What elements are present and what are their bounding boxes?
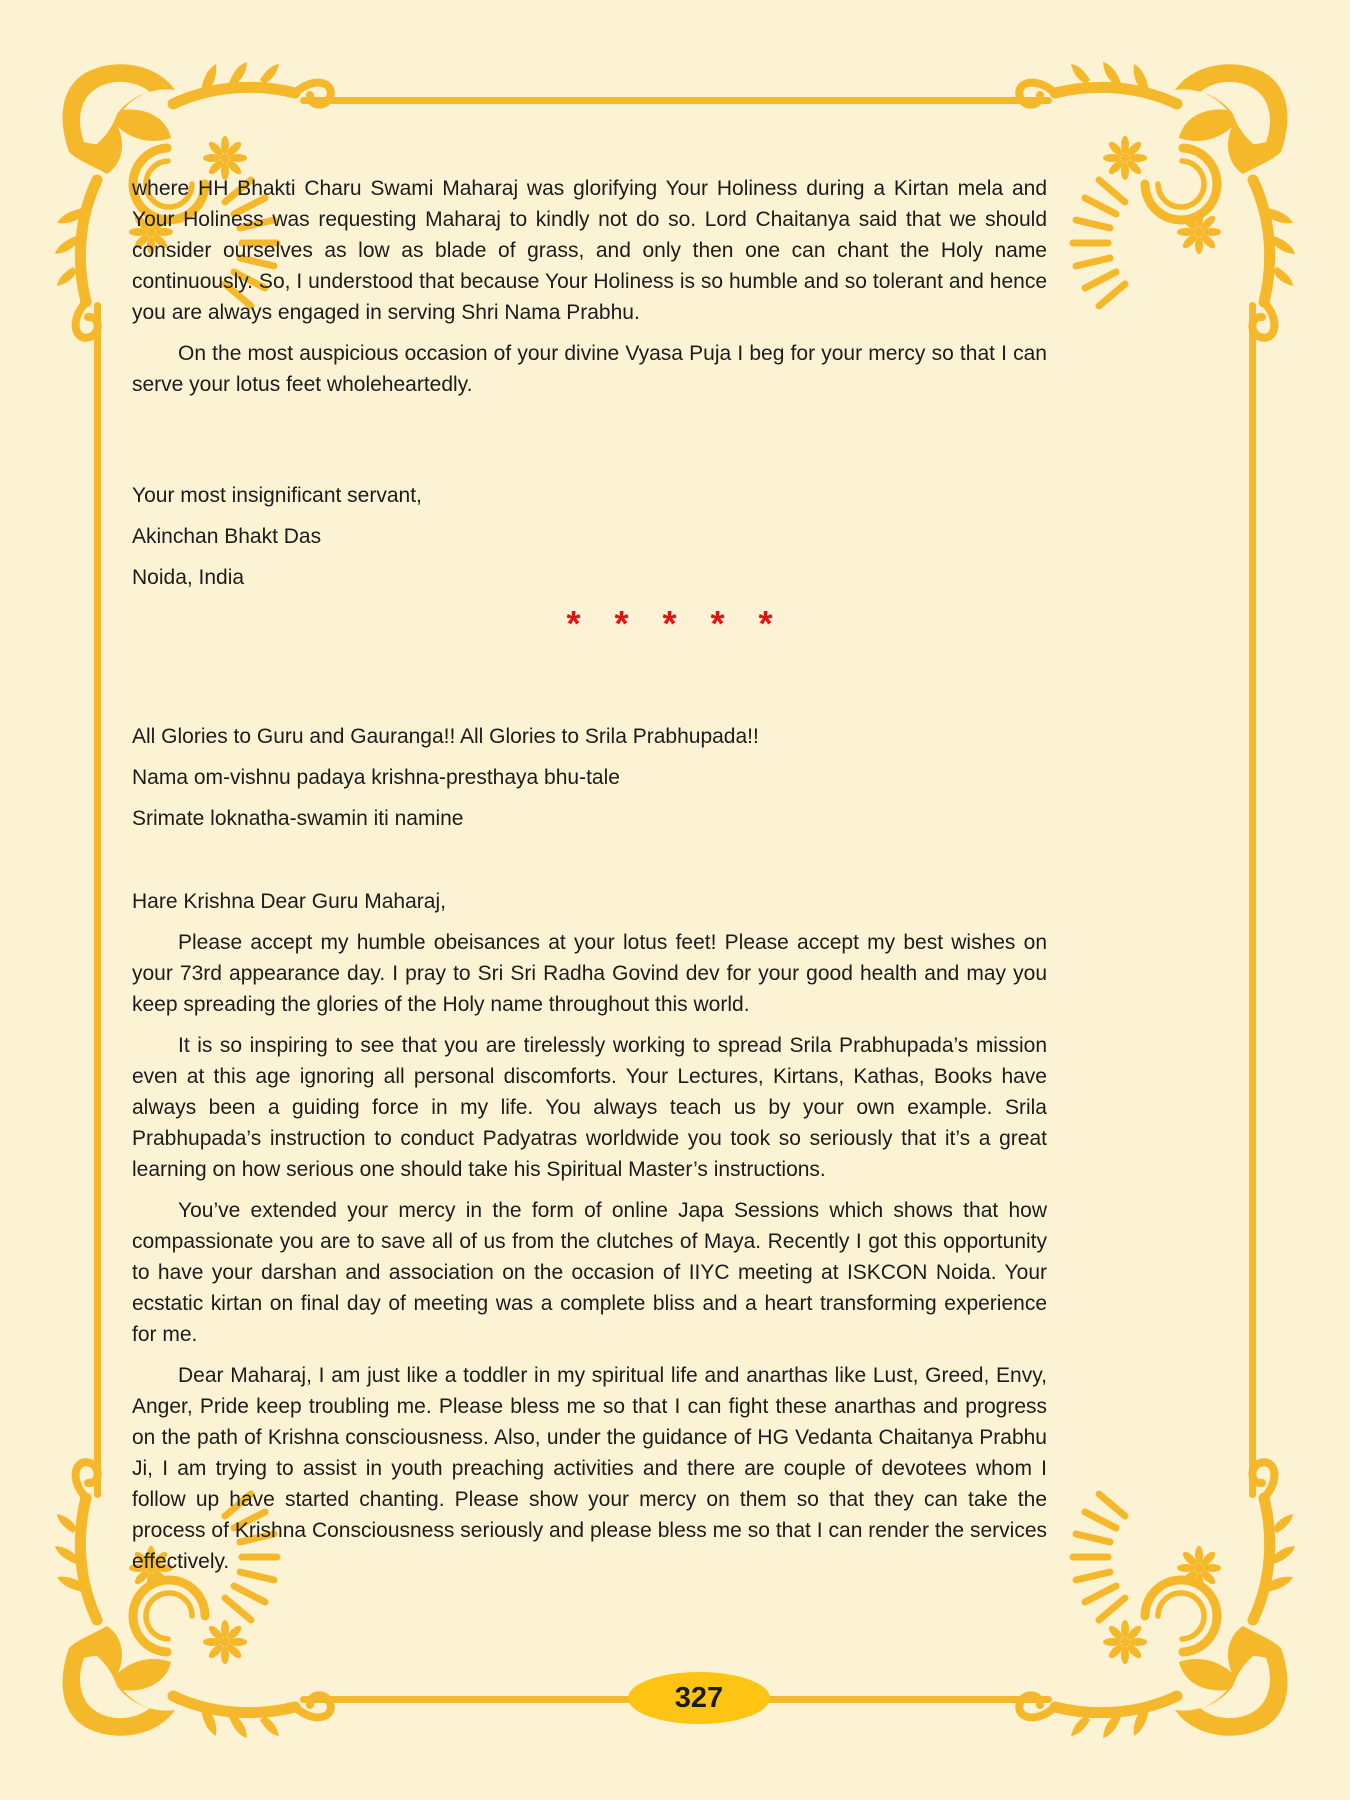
frame-border-top — [300, 97, 1052, 104]
letter-content — [132, 173, 1047, 1587]
mantra-line-2: Srimate loknatha-swamin iti namine — [132, 807, 464, 830]
signature-closing-line: Your most insignificant servant, — [132, 484, 422, 507]
letter-body-paragraph: It is so inspiring to see that you are tirelessly working to spread Srila Prabhupada’s mission even at this age ignoring all personal discomforts. Your Lectures, Kirtans, Kathas, Books have always been a guiding force in my life. You always teach us by your own example. Srila Prabhupada’s instruction to conduct Padyatras worldwide you took so seriously that it’s a great learning on how serious one should take his Spiritual Master’s instructions. — [132, 1034, 1047, 1181]
salutation-line: Hare Krishna Dear Guru Maharaj, — [132, 890, 446, 913]
mantra-line-1: Nama om-vishnu padaya krishna-presthaya bhu-tale — [132, 766, 620, 789]
signature-name: Akinchan Bhakt Das — [132, 525, 322, 548]
letter-body-paragraph: Please accept my humble obeisances at your lotus feet! Please accept my best wishes on your 73rd appearance day. I pray to Sri Sri Radha Govind dev for your good health and may you keep spreading the glories of the Holy name throughout this world. — [132, 931, 1047, 1016]
letter-body-paragraph: You’ve extended your mercy in the form of online Japa Sessions which shows that how compassionate you are to save all of us from the clutches of Maya. Recently I got this opportunity to have your darshan and association on the occasion of IIYC meeting at ISKCON Noida. Your ecstatic kirtan on final day of meeting was a complete bliss and a heart transforming experience for me. — [132, 1199, 1047, 1346]
letter-continuation-paragraph: where HH Bhakti Charu Swami Maharaj was glorifying Your Holiness during a Kirtan mela and Your Holiness was requesting Maharaj to kindly not do so. Lord Chaitanya said that we should consider ourselves as low as blade of grass, and only then one can chant the Holy name continuously. So, I understood that because Your Holiness is so humble and so tolerant and hence you are always engaged in serving Shri Nama Prabhu. — [132, 177, 1047, 324]
letter-body-paragraph: Dear Maharaj, I am just like a toddler in my spiritual life and anarthas like Lust, Greed, Envy, Anger, Pride keep troubling me. Please bless me so that I can fight these anarthas and progress on the path of Krishna consciousness. Also, under the guidance of HG Vedanta Chaitanya Prabhu Ji, I am trying to assist in youth preaching activities and there are couple of devotees whom I follow up have started chanting. Please show your mercy on them so that they can take the process of Krishna Consciousness seriously and please bless me so that I can render the services effectively. — [132, 1364, 1047, 1573]
invocation-glories-line: All Glories to Guru and Gauranga!! All Glories to Srila Prabhupada!! — [132, 725, 759, 748]
section-separator-asterisks: * * * * * — [566, 603, 785, 644]
letter-closing-paragraph: On the most auspicious occasion of your divine Vyasa Puja I beg for your mercy so that I can serve your lotus feet wholeheartedly. — [132, 342, 1047, 396]
page-number-badge — [628, 1672, 770, 1724]
frame-border-right — [1249, 302, 1256, 1498]
page-number-text: 327 — [674, 1681, 724, 1714]
frame-border-left — [94, 302, 101, 1498]
signature-location: Noida, India — [132, 566, 245, 589]
